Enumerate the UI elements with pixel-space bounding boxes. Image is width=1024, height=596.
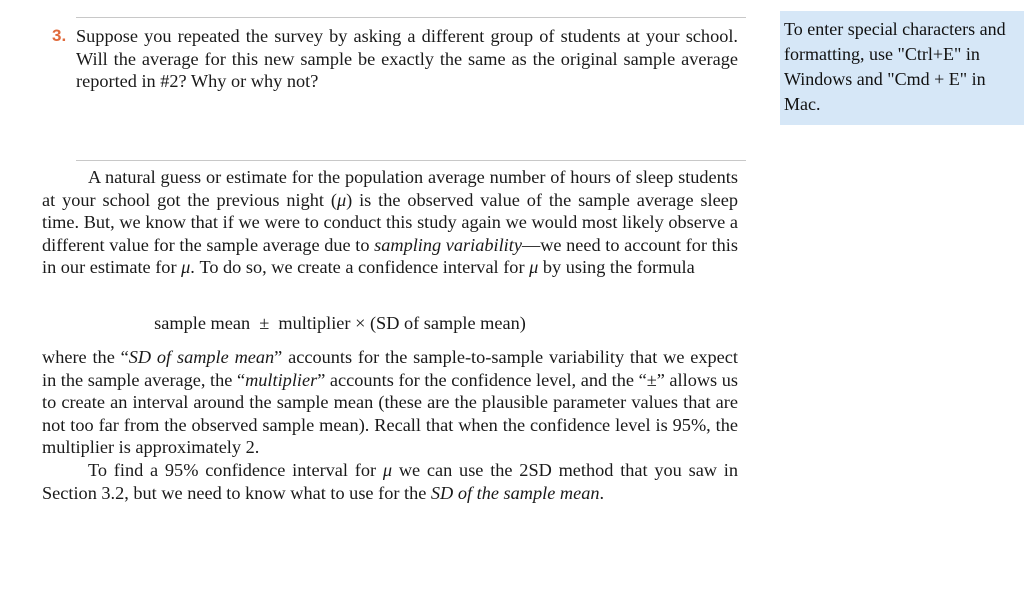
paragraph-text: . (599, 482, 605, 503)
paragraph-text: A natural guess or estimate for the population average number of hours of sleep students at your school got the previous night ( (42, 167, 738, 210)
paragraph-text: ” accounts for the sample-to-sample variability that we expect in the sample average, the “ (42, 347, 738, 390)
question-number: 3. (52, 26, 67, 45)
top-divider (76, 17, 746, 18)
paragraph-explanation (42, 346, 738, 504)
paragraph-estimate (42, 166, 738, 279)
mu-symbol: μ (181, 257, 191, 278)
mu-symbol: μ (529, 257, 539, 278)
paragraph-text: by using the formula (538, 257, 695, 278)
emphasis-text: multiplier (245, 369, 318, 390)
special-characters-hint (780, 11, 1024, 125)
mu-symbol: μ (336, 189, 347, 210)
emphasis-text: sampling variability (374, 234, 522, 255)
mu-symbol: μ (382, 459, 393, 480)
question-text: Suppose you repeated the survey by asking a different group of students at your school. Will the average for this new sample be exactly the same as the original sample average reported in #2? Why or why not? (76, 26, 738, 92)
paragraph-text: we can use the 2SD method that you saw in Section 3.2, but we need to know what to use for the (42, 459, 738, 503)
paragraph-text: ) is the observed value of the sample average sleep time. But, we know that if we were to conduct this study again we would most likely observe a different value for the sample average due to (42, 189, 738, 255)
paragraph-text: —we need to account for this in our estimate for (42, 234, 738, 278)
paragraph-text: where the “ (42, 347, 129, 367)
emphasis-text: SD of sample mean (128, 347, 275, 367)
hint-text: To enter special characters and formatting, use "Ctrl+E" in Windows and "Cmd + E" in Mac. (784, 19, 1006, 114)
confidence-interval-formula (42, 312, 738, 335)
paragraph-text: . To do so, we create a confidence interval for (190, 257, 530, 278)
paragraph-text: To find a 95% confidence interval for (88, 459, 383, 480)
section-divider (76, 160, 746, 161)
emphasis-text: SD of the sample mean (430, 482, 600, 503)
formula-text: sample mean ± multiplier × (SD of sample mean) (154, 313, 526, 333)
paragraph-text: ” accounts for the confidence level, and the “±” allows us to create an interval around the sample mean (these are the plausible parameter values that are not too far from the observed sample mean). Recall that when the confidence level is 95%, the multiplier is approximately 2. (42, 369, 739, 458)
